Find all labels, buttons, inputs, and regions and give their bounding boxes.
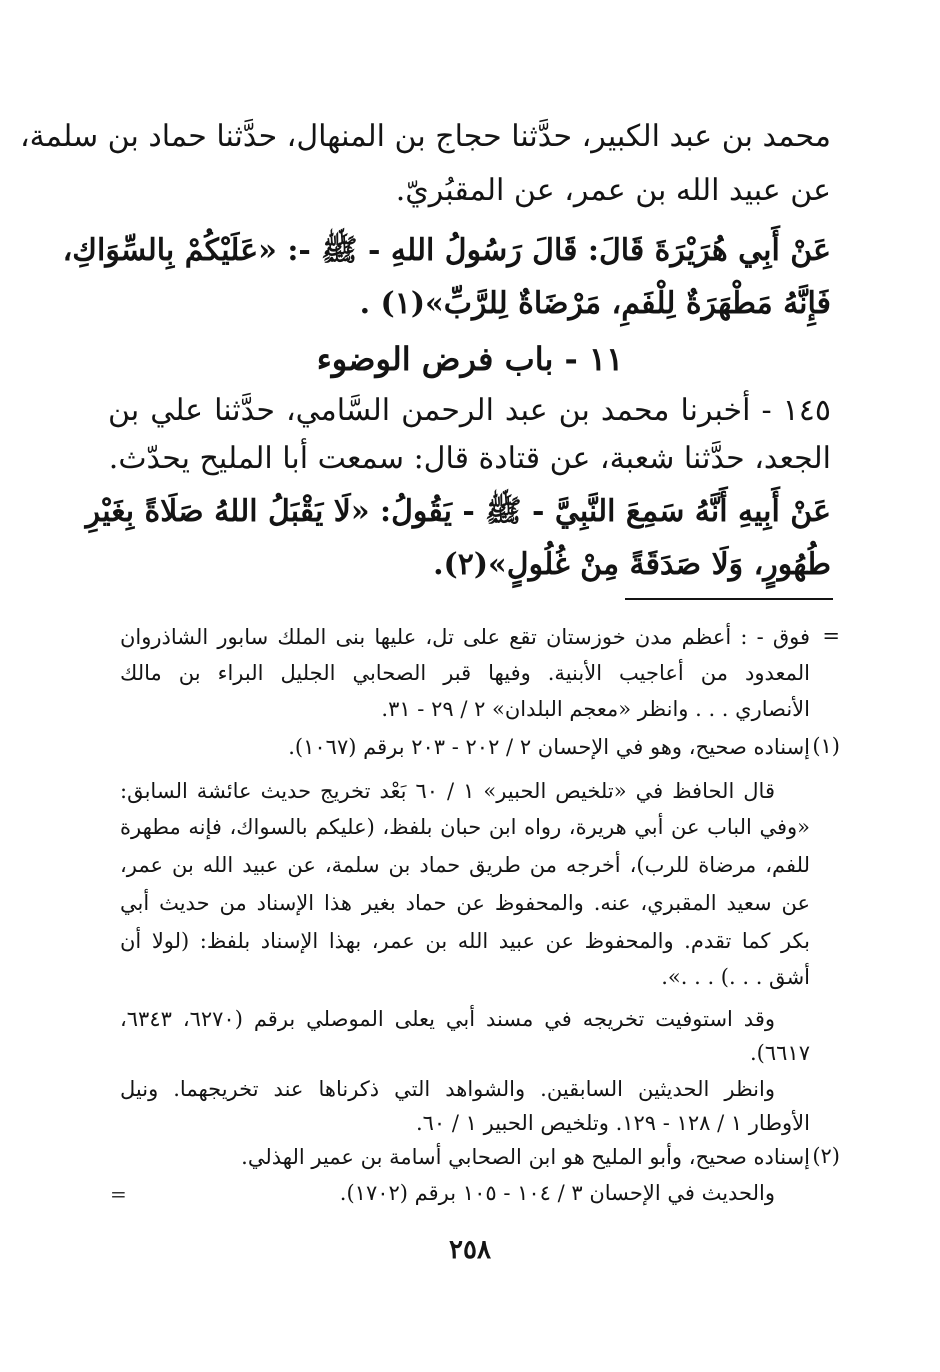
footnote-2-line-1: إسناده صحيح، وأبو المليح هو ابن الصحابي أسامة بن عمير الهذلي. [241, 1145, 810, 1169]
footnote-continuation-line-3: الأنصاري . . . وانظر «معجم البلدان» ٢ / ٢٩ - ٣١. [381, 697, 810, 721]
footnote-1-line-4: للفم، مرضاة للرب)، أخرجه من طريق حماد بن سلمة، عن عبيد الله بن عمر، [120, 853, 810, 877]
body-line-3: ١٤٥ - أخبرنا محمد بن عبد الرحمن السَّامي، حدَّثنا علي بن [108, 393, 831, 428]
hadith-line-2: فَإِنَّهُ مَطْهَرَةٌ لِلْفَمِ، مَرْضَاةٌ لِلرَّبِّ»(١) . [359, 286, 831, 321]
hadith-line-1: عَنْ أَبِي هُرَيْرَةَ قَالَ: قَالَ رَسُولُ اللهِ - ﷺ -: «عَلَيْكُمْ بِالسِّوَاكِ، [62, 233, 831, 268]
footnote-1-line-9: ٦٦١٧). [750, 1041, 810, 1065]
footnote-1-line-6: بكر كما تقدم. والمحفوظ عن عبيد الله بن عمر، بهذا الإسناد بلفظ: (لولا أن [120, 929, 810, 953]
continuation-marker: = [822, 624, 840, 648]
footnote-2-line-2: والحديث في الإحسان ٣ / ١٠٤ - ١٠٥ برقم (١٧٠٢). [339, 1181, 775, 1205]
footnote-1-line-7: أشق . . .) . . .». [661, 965, 810, 989]
footnote-1-line-2: قال الحافظ في «تلخيص الحبير» ١ / ٦٠ بَعْد تخريج حديث عائشة السابق: [120, 779, 775, 803]
footnote-separator [625, 598, 833, 600]
trailing-continuation-marker: = [110, 1182, 127, 1206]
body-line-2: عن عبيد الله بن عمر، عن المقبُريّ. [395, 173, 831, 208]
footnote-1-line-3: «وفي الباب عن أبي هريرة، رواه ابن حبان بلفظ، (عليكم بالسواك، فإنه مطهرة [120, 815, 810, 839]
footnote-1-marker: (١) [812, 734, 840, 758]
footnote-1-line-5: عن سعيد المقبري، عنه. والمحفوظ عن حماد بغير هذا الإسناد من حديث أبي [120, 891, 810, 915]
footnote-1-line-10: وانظر الحديثين السابقين. والشواهد التي ذكرناها عند تخريجهما. ونيل [120, 1077, 775, 1101]
hadith-line-4: طُهُورٍ، وَلَا صَدَقَةً مِنْ غُلُولٍ»(٢). [433, 547, 831, 582]
hadith-line-3: عَنْ أَبِيهِ أَنَّهُ سَمِعَ النَّبِيَّ - ﷺ - يَقُولُ: «لَا يَقْبَلُ اللهُ صَلَاةً بِغَيْرِ [85, 494, 831, 529]
footnote-1-line-8: وقد استوفيت تخريجه في مسند أبي يعلى الموصلي برقم (٦٢٧٠، ٦٣٤٣، [120, 1007, 775, 1031]
footnote-1-line-11: الأوطار ١ / ١٢٨ - ١٢٩. وتلخيص الحبير ١ / ٦٠. [415, 1111, 810, 1135]
footnote-continuation-line-1: فوق - : أعظم مدن خوزستان تقع على تل، عليها بنى الملك سابور الشاذروان [120, 625, 810, 649]
body-line-4: الجعد، حدَّثنا شعبة، عن قتادة قال: سمعت أبا المليح يحدّث. [108, 441, 831, 476]
chapter-heading: ١١ - باب فرض الوضوء [316, 340, 624, 378]
footnote-continuation-line-2: المعدود من أعاجيب الأبنية. وفيها قبر الصحابي الجليل البراء بن مالك [120, 661, 810, 685]
page-number: ٢٥٨ [449, 1235, 491, 1265]
footnote-1-line-1: إسناده صحيح، وهو في الإحسان ٢ / ٢٠٢ - ٢٠٣ برقم (١٠٦٧). [288, 735, 810, 759]
footnote-2-marker: (٢) [812, 1144, 840, 1168]
body-line-1: محمد بن عبد الكبير، حدَّثنا حجاج بن المنهال، حدَّثنا حماد بن سلمة، [19, 119, 831, 154]
